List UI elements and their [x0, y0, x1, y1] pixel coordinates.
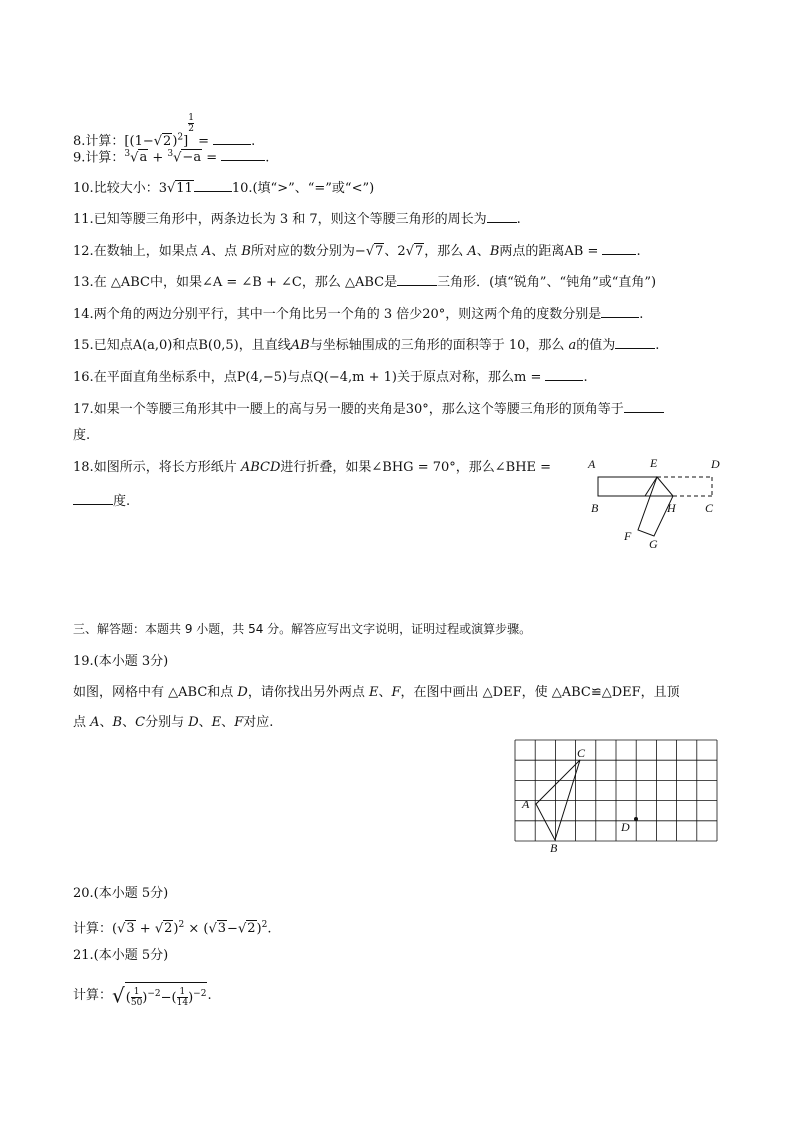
fig18-label-g: G [649, 537, 658, 551]
q19-text-1c: ，在图中画出 △DEF，使 △ABC≌△DEF，且顶 [400, 685, 680, 700]
q19-header: 19.(本小题 3分) [73, 654, 169, 669]
question-13 [73, 271, 656, 292]
q13-answer-blank[interactable] [397, 271, 437, 286]
q19-point-d2: D [188, 715, 199, 730]
q15-number: 15. [73, 338, 94, 353]
q19-text-2b: 分别与 [145, 715, 189, 730]
q12-sep2: 、 [476, 244, 490, 259]
q19-text-1b: ，请你找出另外两点 [247, 685, 369, 700]
q12-text-d: 两点的距离AB = [499, 244, 603, 259]
q21-minus: −( [160, 990, 177, 1006]
fig19-label-b: B [550, 841, 558, 855]
q12-sep: 、点 [211, 244, 242, 259]
question-16 [73, 366, 588, 387]
q19-point-c: C [135, 715, 146, 730]
q12-point-a2: A [467, 244, 477, 259]
q15-text-c: 的值为 [576, 338, 616, 353]
q20-close: ) [256, 921, 262, 937]
q20-radicand-2: 2 [164, 921, 173, 937]
q14-text: 两个角的两边分别平行，其中一个角比另一个角的 3 倍少20°，则这两个角的度数分别是 [93, 307, 602, 322]
q8-label: 计算： [85, 134, 125, 149]
q16-text: 在平面直角坐标系中，点P(4,−5)与点Q(−4,m + 1)关于原点对称，那么m = [93, 370, 546, 385]
q13-text-a: 在 △ABC中，如果∠A = ∠B + ∠C，那么 △ABC是 [93, 275, 398, 290]
fig19-label-d: D [621, 820, 630, 834]
fig19-label-c: C [577, 746, 586, 760]
q13-number: 13. [73, 275, 94, 290]
fig18-label-d: D [711, 457, 720, 471]
q20-radicand-4: 2 [247, 921, 256, 937]
triangle-abc [536, 760, 580, 840]
q19-point-d: D [237, 685, 248, 700]
q9-index-1: 3 [124, 149, 131, 159]
q20-expression: 计算：$(√3 + √2)^2 \times (√3-√2)^2$. [73, 920, 272, 937]
q8-mid: ) [172, 134, 178, 149]
q21-frac-1: $\frac{1}{50}$ [130, 987, 143, 1009]
fig18-label-f: F [624, 529, 632, 543]
q19-point-b: B [112, 715, 123, 730]
q17-text: 如果一个等腰三角形其中一腰上的高与另一腰的夹角是30°，那么这个等腰三角形的顶角等于 [93, 402, 624, 417]
question-11 [73, 208, 521, 229]
q10-number: 10. [73, 181, 94, 196]
q16-answer-blank[interactable] [545, 366, 583, 381]
q8-close: ] [183, 134, 189, 149]
q20-radicand-1: 3 [126, 921, 135, 937]
q9-number: 9. [73, 150, 86, 166]
q21-expression: 计算：√( $\frac{1}{50}$ )$^{-2}$−( $\frac{1}{14}$ )$^{-2}$. [73, 983, 212, 1009]
fig18-label-b: B [591, 501, 599, 515]
question-12: 12.在数轴上，如果点 A、点 B所对应的数分别为−√7、2√7，那么 A、B两点的距离AB = . [73, 240, 641, 261]
q17-continuation: 度. [73, 428, 91, 443]
q18-answer-blank[interactable] [73, 490, 113, 505]
fig18-label-h: H [667, 501, 676, 515]
q12-point-b: B [241, 244, 251, 259]
q21-end: . [207, 988, 212, 1004]
q20-minus: − [227, 921, 238, 937]
q14-answer-blank[interactable] [601, 303, 639, 318]
q20-end: . [267, 921, 272, 937]
q21-open-1: ( [125, 990, 131, 1006]
fig18-label-c: C [705, 501, 714, 515]
q16-end: . [583, 370, 588, 385]
q20-square-2: 2 [261, 920, 268, 930]
q15-answer-blank[interactable] [615, 334, 655, 349]
q14-number: 14. [73, 307, 94, 322]
q19-sep-3: 、 [198, 715, 212, 730]
q10-text-a: 比较大小：3 [93, 181, 167, 196]
q20-times: × ( [184, 921, 209, 937]
q19-point-e: E [368, 685, 379, 700]
q19-point-f2: F [234, 715, 244, 730]
q18-answer-line [73, 490, 130, 511]
q14-end: . [639, 307, 644, 322]
q12-text-c: ，那么 [424, 244, 468, 259]
q8-equals: = [193, 134, 214, 149]
q8-square: 2 [177, 132, 184, 143]
q12-mid: 、2 [384, 244, 406, 259]
q18-rect-abcd: ABCD [240, 460, 281, 475]
q19-sep: 、 [378, 685, 392, 700]
q21-exp-1: −2 [147, 989, 161, 999]
q15-line-ab: AB [290, 338, 310, 353]
q9-end: . [265, 150, 270, 166]
q20-plus: + [135, 921, 155, 937]
q19-text-2c: 对应. [243, 715, 274, 730]
q19-line-2 [73, 714, 273, 732]
q12-point-b2: B [489, 244, 500, 259]
q9-equals: = [202, 150, 222, 166]
question-17 [73, 398, 664, 419]
q12-answer-blank[interactable] [602, 240, 636, 255]
q11-answer-blank[interactable] [487, 208, 517, 223]
q19-sep-1: 、 [99, 715, 113, 730]
question-8: 8.计算：$[(1-√2)^2]$ $\frac{1}{2}$ = . [73, 113, 256, 149]
fig18-label-e: E [650, 456, 658, 470]
q9-radicand-1: a [139, 150, 148, 166]
q11-end: . [516, 212, 521, 227]
q17-answer-blank[interactable] [624, 398, 664, 413]
q13-text-b: 三角形．(填“锐角”、“钝角”或“直角”) [437, 275, 657, 290]
q8-answer-blank[interactable] [213, 130, 251, 145]
q19-point-e2: E [211, 715, 222, 730]
q12-number: 12. [73, 244, 94, 259]
question-9: 9.计算：$^3$√a + $^3$√−a = . [73, 145, 269, 167]
grid-figure [505, 735, 730, 855]
q10-text-b: 10.(填“>”、“=”或“<”) [231, 181, 375, 196]
q15-text-a: 已知点A(a,0)和点B(0,5)，且直线 [93, 338, 291, 353]
q11-text: 已知等腰三角形中，两条边长为 3 和 7，则这个等腰三角形的周长为 [93, 212, 487, 227]
q15-text-b: 与坐标轴围成的三角形的面积等于 10，那么 [309, 338, 569, 353]
q12-text-b: 所对应的数分别为− [250, 244, 366, 259]
q21-label: 计算： [73, 988, 113, 1004]
q21-close-1: ) [142, 990, 148, 1006]
q9-radicand-2: −a [182, 150, 202, 166]
question-10: 10.比较大小：3√11 10.(填“>”、“=”或“<”) [73, 177, 374, 198]
q20-mid: ) [173, 921, 179, 937]
q18-text-a: 如图所示，将长方形纸片 [93, 460, 241, 475]
q10-answer-blank[interactable] [194, 177, 232, 192]
q19-text-2a: 点 [73, 715, 91, 730]
q12-radicand-1: 7 [375, 244, 384, 259]
q20-header: 20.(本小题 5分) [73, 886, 169, 901]
q19-text-1a: 如图，网格中有 △ABC和点 [73, 685, 238, 700]
q8-radicand: 2 [163, 134, 172, 149]
q11-number: 11. [73, 212, 94, 227]
q20-square-1: 2 [178, 920, 185, 930]
fig19-label-a: A [522, 797, 530, 811]
q12-point-a: A [201, 244, 212, 259]
q21-close-2: ) [188, 990, 194, 1006]
question-14 [73, 303, 643, 324]
grid-lines [515, 740, 717, 841]
q19-sep-2: 、 [122, 715, 136, 730]
q9-plus: + [148, 150, 168, 166]
q21-frac-2: $\frac{1}{14}$ [176, 987, 189, 1009]
q8-exponent: $\frac{1}{2}$ [188, 113, 194, 134]
q17-number: 17. [73, 402, 94, 417]
q20-radicand-3: 3 [217, 921, 227, 937]
folded-rectangle-figure [580, 450, 730, 555]
q19-point-f: F [391, 685, 401, 700]
q19-point-a: A [90, 715, 100, 730]
q9-label: 计算： [85, 150, 125, 166]
q8-expr: [(1− [124, 134, 154, 149]
q12-end: . [636, 244, 641, 259]
question-18 [73, 459, 551, 477]
q21-header: 21.(本小题 5分) [73, 948, 169, 963]
q20-label: 计算：( [73, 921, 118, 937]
q8-end: . [251, 134, 256, 149]
q19-line-1 [73, 684, 680, 702]
q15-end: . [655, 338, 660, 353]
q18-number: 18. [73, 460, 94, 475]
fig18-label-a: A [588, 457, 596, 471]
q10-radicand: 11 [176, 181, 193, 196]
q12-text-a: 在数轴上，如果点 [93, 244, 202, 259]
q12-radicand-2: 7 [414, 244, 424, 259]
q18-text-b: 进行折叠，如果∠BHG = 70°，那么∠BHE = [280, 460, 552, 475]
q18-continuation: 度. [113, 494, 131, 509]
q15-var-a: a [568, 338, 577, 353]
section-3-heading: 三、解答题：本题共 9 小题，共 54 分。解答应写出文字说明，证明过程或演算步骤。 [73, 622, 532, 636]
q21-exp-2: −2 [193, 989, 207, 999]
question-15 [73, 334, 659, 355]
q9-answer-blank[interactable] [221, 146, 265, 161]
q16-number: 16. [73, 370, 94, 385]
point-d-dot [634, 817, 638, 821]
q9-index-2: 3 [167, 149, 174, 159]
q8-number: 8. [73, 134, 86, 149]
q19-sep-4: 、 [221, 715, 235, 730]
fig18-rect-left [598, 477, 657, 496]
